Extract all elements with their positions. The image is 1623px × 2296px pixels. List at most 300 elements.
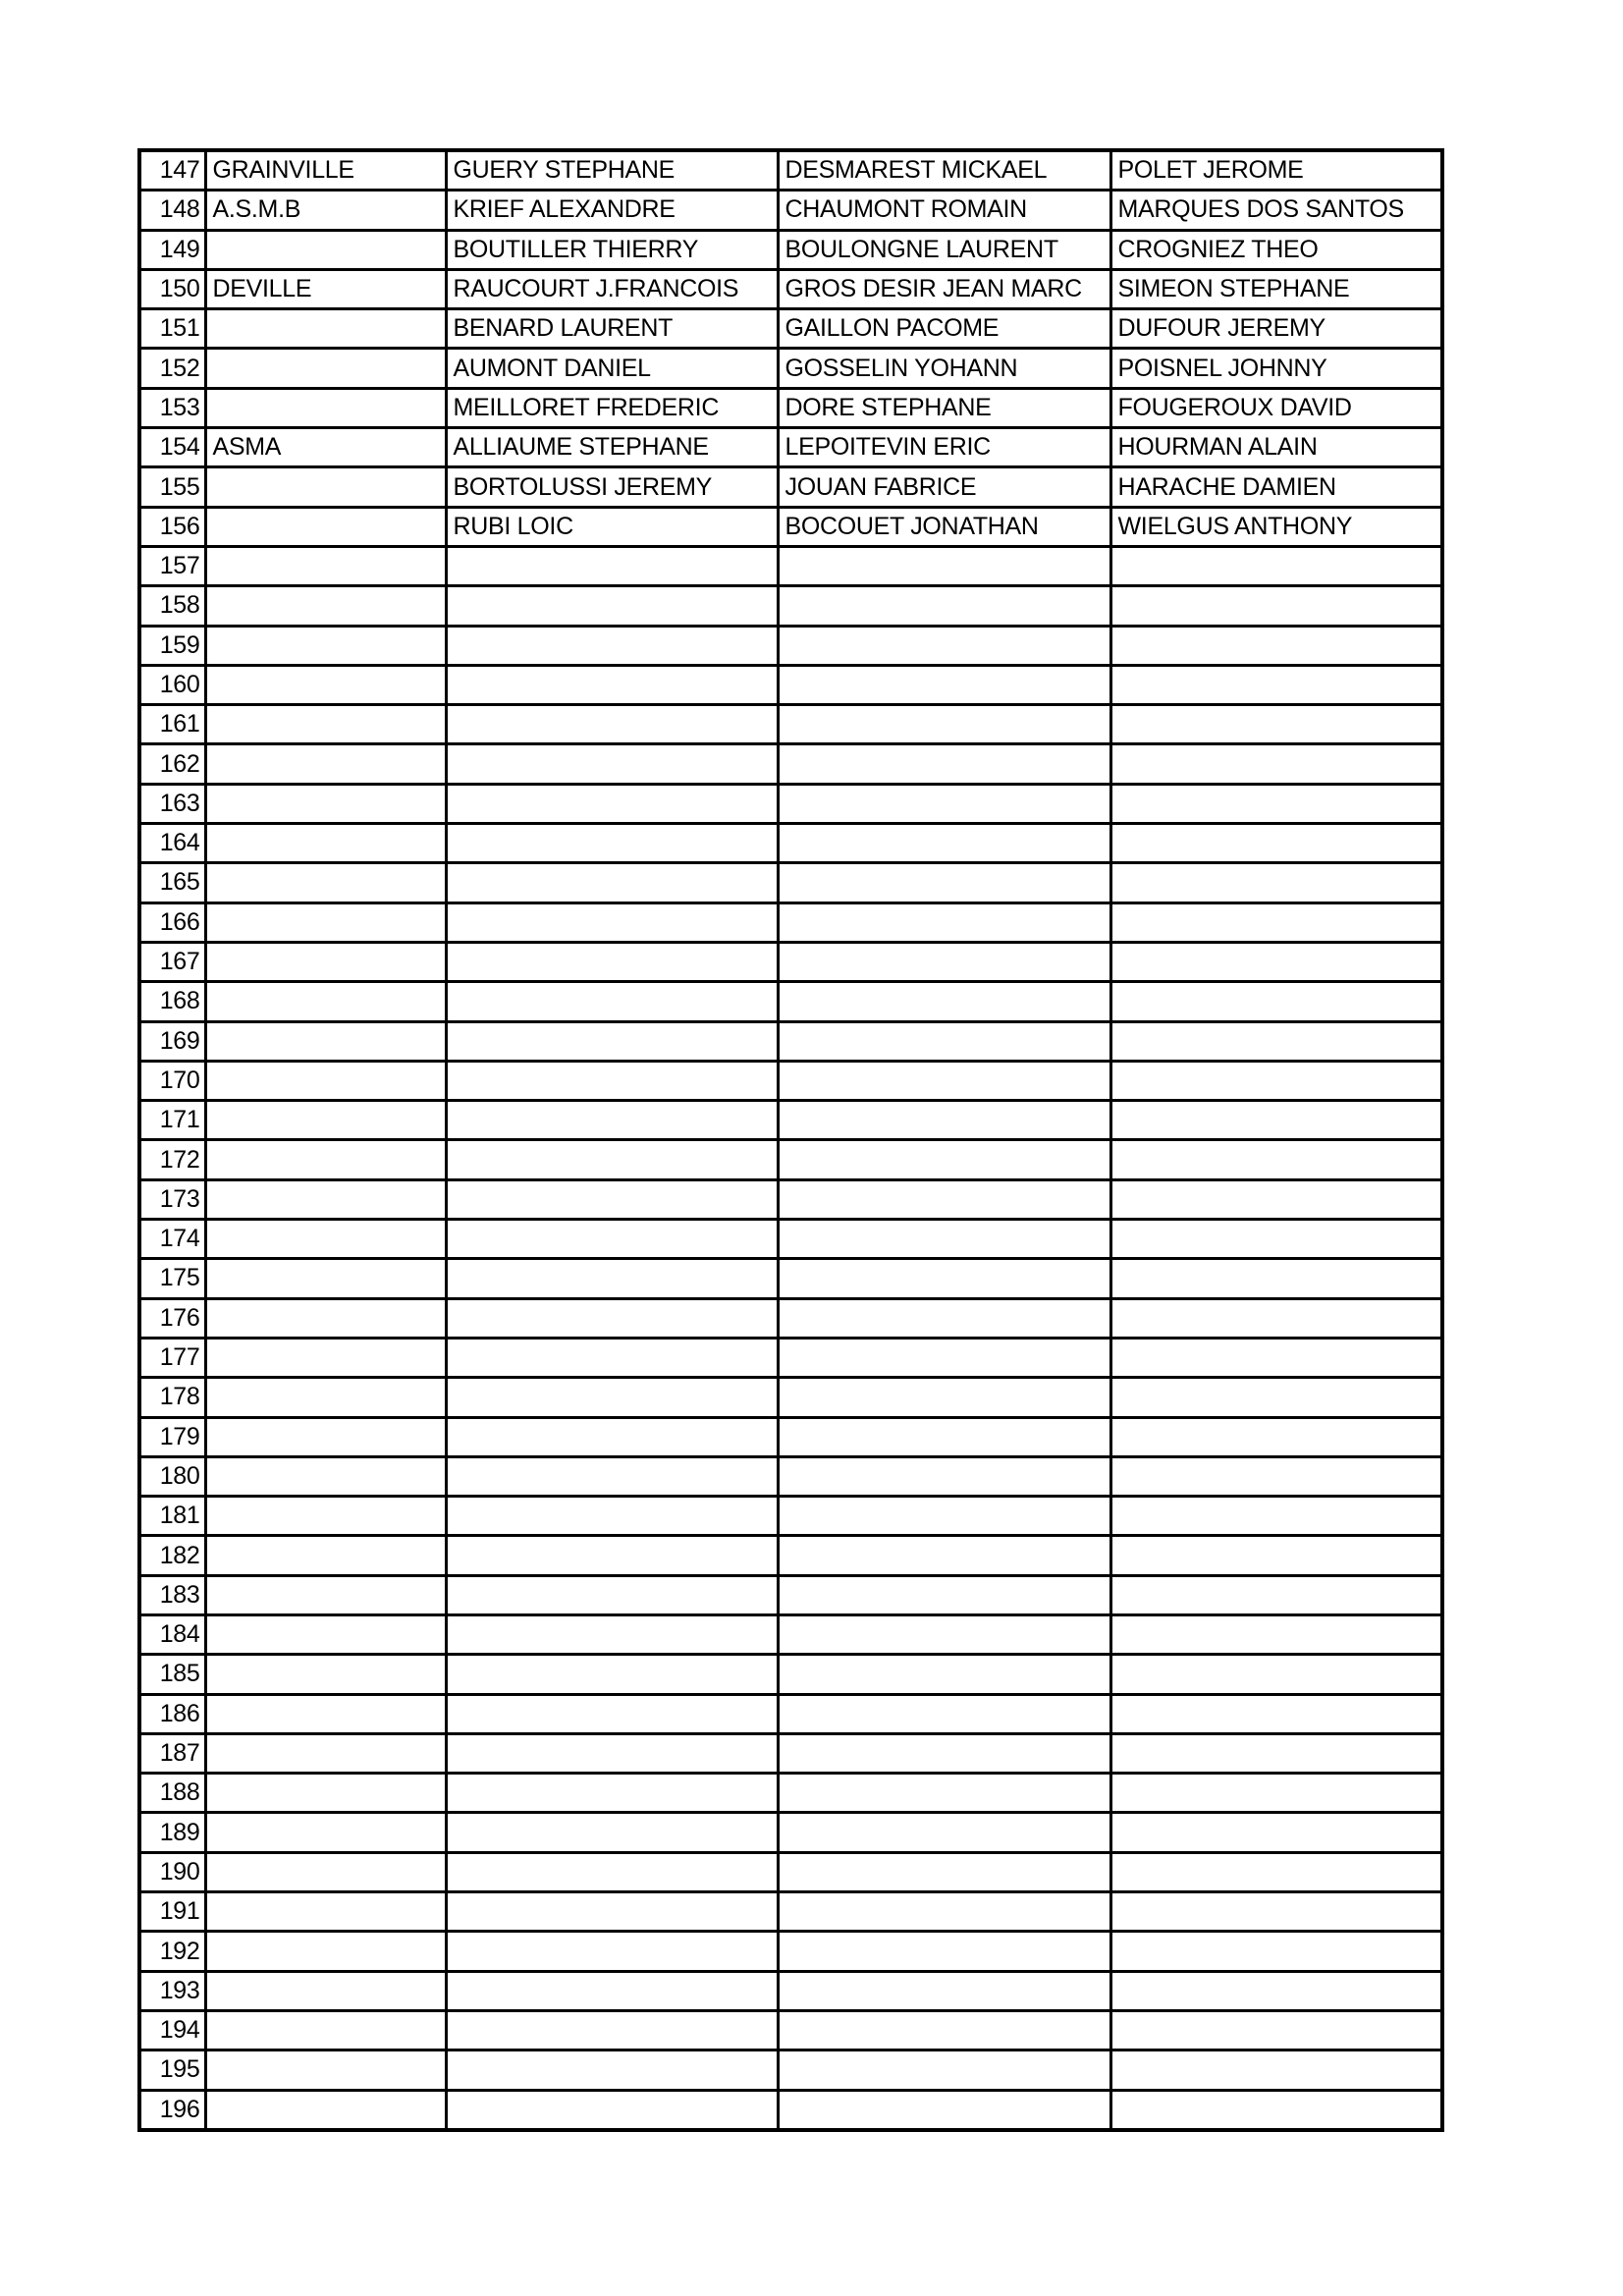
cell-player-2: DESMAREST MICKAEL: [778, 150, 1110, 191]
cell-club: [205, 665, 446, 704]
cell-player-2: BOCOUET JONATHAN: [778, 507, 1110, 546]
table-row: [139, 1655, 1442, 1694]
cell-club: [205, 1733, 446, 1773]
cell-club: DEVILLE: [205, 269, 446, 308]
cell-player-2: [778, 982, 1110, 1021]
cell-club: [205, 1021, 446, 1061]
table-row: [139, 784, 1442, 823]
cell-row-number: 164: [139, 824, 205, 863]
cell-player-2: [778, 863, 1110, 902]
cell-row-number: 165: [139, 863, 205, 902]
table-row: [139, 1774, 1442, 1813]
cell-club: [205, 1140, 446, 1179]
cell-club: [205, 1338, 446, 1377]
cell-player-3: [1110, 1733, 1442, 1773]
table-row: [139, 1259, 1442, 1298]
cell-club: A.S.M.B: [205, 191, 446, 230]
table-row: [139, 1021, 1442, 1061]
cell-player-2: [778, 1575, 1110, 1614]
cell-player-1: KRIEF ALEXANDRE: [446, 191, 778, 230]
cell-row-number: 148: [139, 191, 205, 230]
cell-player-3: [1110, 1179, 1442, 1219]
table-row: [139, 1852, 1442, 1891]
table-row: [139, 982, 1442, 1021]
cell-row-number: 181: [139, 1497, 205, 1536]
cell-player-3: [1110, 902, 1442, 942]
cell-player-3: [1110, 1694, 1442, 1733]
cell-row-number: 152: [139, 349, 205, 388]
cell-club: [205, 1298, 446, 1338]
cell-player-3: [1110, 744, 1442, 784]
cell-row-number: 192: [139, 1932, 205, 1971]
cell-row-number: 187: [139, 1733, 205, 1773]
table-row: [139, 546, 1442, 585]
cell-player-1: [446, 1021, 778, 1061]
cell-player-3: [1110, 824, 1442, 863]
cell-row-number: 158: [139, 586, 205, 626]
cell-player-2: [778, 705, 1110, 744]
cell-player-2: [778, 824, 1110, 863]
cell-player-3: [1110, 1536, 1442, 1575]
cell-player-1: ALLIAUME STEPHANE: [446, 428, 778, 467]
cell-row-number: 185: [139, 1655, 205, 1694]
table-row: [139, 665, 1442, 704]
table-row: [139, 863, 1442, 902]
cell-player-3: HARACHE DAMIEN: [1110, 467, 1442, 507]
cell-player-3: [1110, 665, 1442, 704]
table-row: [139, 1614, 1442, 1654]
cell-player-2: [778, 1456, 1110, 1496]
cell-row-number: 194: [139, 2010, 205, 2050]
cell-player-3: [1110, 2090, 1442, 2130]
cell-club: [205, 863, 446, 902]
table-row: [139, 1694, 1442, 1733]
table-row: [139, 1298, 1442, 1338]
cell-club: [205, 1220, 446, 1259]
cell-player-2: [778, 1378, 1110, 1417]
cell-row-number: 155: [139, 467, 205, 507]
cell-player-3: WIELGUS ANTHONY: [1110, 507, 1442, 546]
cell-row-number: 147: [139, 150, 205, 191]
cell-player-1: [446, 1852, 778, 1891]
cell-player-3: [1110, 705, 1442, 744]
cell-player-2: [778, 1892, 1110, 1932]
cell-player-1: [446, 982, 778, 1021]
cell-player-1: [446, 1220, 778, 1259]
cell-player-3: [1110, 982, 1442, 1021]
cell-club: [205, 546, 446, 585]
cell-player-2: CHAUMONT ROMAIN: [778, 191, 1110, 230]
table-row: [139, 191, 1442, 230]
cell-player-2: DORE STEPHANE: [778, 388, 1110, 427]
cell-row-number: 171: [139, 1101, 205, 1140]
cell-player-3: [1110, 1971, 1442, 2010]
table-row: [139, 1140, 1442, 1179]
cell-player-2: GAILLON PACOME: [778, 309, 1110, 349]
table-row: [139, 1378, 1442, 1417]
cell-player-2: [778, 1021, 1110, 1061]
cell-player-3: [1110, 1813, 1442, 1852]
cell-player-1: [446, 1694, 778, 1733]
table-row: [139, 2050, 1442, 2090]
cell-player-2: [778, 1932, 1110, 1971]
table-row: [139, 1536, 1442, 1575]
cell-club: [205, 1061, 446, 1100]
table-row: [139, 467, 1442, 507]
cell-row-number: 166: [139, 902, 205, 942]
cell-row-number: 175: [139, 1259, 205, 1298]
cell-player-2: [778, 1417, 1110, 1456]
table-row: [139, 1932, 1442, 1971]
cell-row-number: 168: [139, 982, 205, 1021]
cell-player-1: [446, 1614, 778, 1654]
cell-player-3: [1110, 1378, 1442, 1417]
table-row: [139, 902, 1442, 942]
cell-player-1: [446, 1971, 778, 2010]
table-row: [139, 2090, 1442, 2130]
table-row: [139, 388, 1442, 427]
table-row: [139, 2010, 1442, 2050]
cell-player-2: [778, 1220, 1110, 1259]
cell-club: [205, 1101, 446, 1140]
cell-row-number: 170: [139, 1061, 205, 1100]
cell-club: [205, 1813, 446, 1852]
cell-player-3: [1110, 1497, 1442, 1536]
cell-club: [205, 467, 446, 507]
cell-player-2: [778, 586, 1110, 626]
cell-row-number: 196: [139, 2090, 205, 2130]
cell-player-1: GUERY STEPHANE: [446, 150, 778, 191]
cell-club: [205, 784, 446, 823]
cell-player-3: [1110, 1655, 1442, 1694]
cell-player-2: [778, 1536, 1110, 1575]
cell-player-1: [446, 705, 778, 744]
cell-club: [205, 1614, 446, 1654]
cell-row-number: 160: [139, 665, 205, 704]
cell-player-1: [446, 1892, 778, 1932]
cell-player-2: [778, 744, 1110, 784]
cell-row-number: 159: [139, 626, 205, 665]
cell-player-2: [778, 1614, 1110, 1654]
cell-player-3: [1110, 1417, 1442, 1456]
cell-player-3: [1110, 1932, 1442, 1971]
roster-table: [137, 148, 1444, 2132]
cell-player-1: BOUTILLER THIERRY: [446, 230, 778, 269]
cell-club: [205, 1497, 446, 1536]
cell-player-1: [446, 1259, 778, 1298]
cell-player-2: [778, 1140, 1110, 1179]
cell-player-2: [778, 626, 1110, 665]
cell-player-1: [446, 1101, 778, 1140]
cell-row-number: 195: [139, 2050, 205, 2090]
cell-club: [205, 1852, 446, 1891]
cell-player-1: RUBI LOIC: [446, 507, 778, 546]
table-row: [139, 349, 1442, 388]
cell-player-2: [778, 902, 1110, 942]
cell-player-3: [1110, 1774, 1442, 1813]
table-row: [139, 744, 1442, 784]
cell-player-1: [446, 942, 778, 981]
cell-row-number: 178: [139, 1378, 205, 1417]
table-row: [139, 1497, 1442, 1536]
cell-player-3: [1110, 942, 1442, 981]
cell-row-number: 176: [139, 1298, 205, 1338]
cell-player-3: POLET JEROME: [1110, 150, 1442, 191]
cell-player-2: JOUAN FABRICE: [778, 467, 1110, 507]
cell-player-1: [446, 546, 778, 585]
cell-player-1: [446, 902, 778, 942]
table-row: [139, 586, 1442, 626]
cell-player-3: [1110, 863, 1442, 902]
cell-row-number: 156: [139, 507, 205, 546]
cell-player-1: [446, 586, 778, 626]
cell-player-1: MEILLORET FREDERIC: [446, 388, 778, 427]
table-row: [139, 1220, 1442, 1259]
cell-row-number: 193: [139, 1971, 205, 2010]
cell-club: [205, 824, 446, 863]
cell-player-3: [1110, 1852, 1442, 1891]
cell-player-2: [778, 1733, 1110, 1773]
table-row: [139, 1575, 1442, 1614]
cell-player-1: [446, 1298, 778, 1338]
table-row: [139, 942, 1442, 981]
cell-player-1: [446, 744, 778, 784]
cell-player-2: LEPOITEVIN ERIC: [778, 428, 1110, 467]
cell-club: [205, 1774, 446, 1813]
cell-row-number: 157: [139, 546, 205, 585]
cell-club: [205, 2010, 446, 2050]
cell-row-number: 191: [139, 1892, 205, 1932]
cell-club: [205, 942, 446, 981]
table-row: [139, 1813, 1442, 1852]
table-row: [139, 269, 1442, 308]
table-row: [139, 1733, 1442, 1773]
cell-player-2: [778, 2050, 1110, 2090]
cell-club: ASMA: [205, 428, 446, 467]
cell-player-3: [1110, 1220, 1442, 1259]
cell-player-3: [1110, 784, 1442, 823]
table-row: [139, 150, 1442, 191]
cell-player-1: [446, 1338, 778, 1377]
cell-player-1: [446, 1733, 778, 1773]
table-row: [139, 230, 1442, 269]
cell-row-number: 173: [139, 1179, 205, 1219]
cell-player-3: [1110, 1614, 1442, 1654]
cell-player-2: [778, 1852, 1110, 1891]
cell-club: [205, 744, 446, 784]
cell-row-number: 179: [139, 1417, 205, 1456]
cell-player-3: [1110, 586, 1442, 626]
cell-player-3: POISNEL JOHNNY: [1110, 349, 1442, 388]
cell-player-2: [778, 665, 1110, 704]
table-row: [139, 1101, 1442, 1140]
cell-club: [205, 309, 446, 349]
cell-player-3: [1110, 1021, 1442, 1061]
table-row: [139, 824, 1442, 863]
cell-row-number: 180: [139, 1456, 205, 1496]
cell-row-number: 183: [139, 1575, 205, 1614]
cell-row-number: 151: [139, 309, 205, 349]
cell-player-3: [1110, 1575, 1442, 1614]
cell-player-2: [778, 1971, 1110, 2010]
cell-club: [205, 1971, 446, 2010]
cell-player-1: [446, 2010, 778, 2050]
cell-player-3: HOURMAN ALAIN: [1110, 428, 1442, 467]
cell-player-2: [778, 1655, 1110, 1694]
cell-player-3: [1110, 1456, 1442, 1496]
cell-club: [205, 1694, 446, 1733]
cell-row-number: 162: [139, 744, 205, 784]
cell-player-1: BENARD LAURENT: [446, 309, 778, 349]
table-row: [139, 1338, 1442, 1377]
cell-player-2: [778, 942, 1110, 981]
cell-club: [205, 586, 446, 626]
cell-player-1: [446, 1655, 778, 1694]
cell-player-3: [1110, 2050, 1442, 2090]
cell-club: GRAINVILLE: [205, 150, 446, 191]
cell-row-number: 150: [139, 269, 205, 308]
cell-player-2: [778, 1179, 1110, 1219]
cell-player-2: GOSSELIN YOHANN: [778, 349, 1110, 388]
cell-club: [205, 1536, 446, 1575]
cell-player-3: [1110, 1101, 1442, 1140]
table-row: [139, 1892, 1442, 1932]
cell-club: [205, 626, 446, 665]
cell-club: [205, 982, 446, 1021]
cell-player-1: [446, 863, 778, 902]
cell-player-2: [778, 1774, 1110, 1813]
cell-player-2: [778, 1061, 1110, 1100]
cell-player-1: [446, 1932, 778, 1971]
cell-club: [205, 705, 446, 744]
table-row: [139, 1179, 1442, 1219]
cell-player-3: [1110, 1061, 1442, 1100]
cell-player-3: [1110, 1892, 1442, 1932]
cell-player-3: [1110, 546, 1442, 585]
cell-player-1: [446, 626, 778, 665]
table-row: [139, 309, 1442, 349]
cell-row-number: 154: [139, 428, 205, 467]
cell-club: [205, 1892, 446, 1932]
cell-player-1: [446, 784, 778, 823]
table-row: [139, 705, 1442, 744]
cell-club: [205, 1259, 446, 1298]
cell-club: [205, 1417, 446, 1456]
cell-player-3: [1110, 1259, 1442, 1298]
cell-club: [205, 1378, 446, 1417]
cell-player-1: [446, 1417, 778, 1456]
cell-player-1: [446, 665, 778, 704]
cell-club: [205, 230, 446, 269]
table-row: [139, 1061, 1442, 1100]
cell-player-2: [778, 784, 1110, 823]
cell-row-number: 161: [139, 705, 205, 744]
cell-club: [205, 1655, 446, 1694]
cell-row-number: 184: [139, 1614, 205, 1654]
cell-player-2: [778, 1338, 1110, 1377]
cell-player-1: [446, 1575, 778, 1614]
cell-player-2: [778, 1259, 1110, 1298]
cell-club: [205, 349, 446, 388]
cell-player-3: SIMEON STEPHANE: [1110, 269, 1442, 308]
cell-row-number: 186: [139, 1694, 205, 1733]
cell-row-number: 169: [139, 1021, 205, 1061]
cell-player-3: [1110, 1298, 1442, 1338]
cell-club: [205, 1932, 446, 1971]
cell-player-2: [778, 1298, 1110, 1338]
cell-player-1: [446, 1456, 778, 1496]
cell-row-number: 177: [139, 1338, 205, 1377]
table-row: [139, 1417, 1442, 1456]
cell-player-1: BORTOLUSSI JEREMY: [446, 467, 778, 507]
cell-row-number: 149: [139, 230, 205, 269]
cell-row-number: 172: [139, 1140, 205, 1179]
cell-row-number: 174: [139, 1220, 205, 1259]
cell-player-3: [1110, 1140, 1442, 1179]
cell-club: [205, 2090, 446, 2130]
cell-player-1: [446, 1536, 778, 1575]
cell-club: [205, 1179, 446, 1219]
cell-player-3: CROGNIEZ THEO: [1110, 230, 1442, 269]
cell-player-3: [1110, 2010, 1442, 2050]
cell-club: [205, 388, 446, 427]
table-row: [139, 428, 1442, 467]
table-row: [139, 626, 1442, 665]
cell-player-2: [778, 1813, 1110, 1852]
table-row: [139, 507, 1442, 546]
cell-row-number: 188: [139, 1774, 205, 1813]
cell-player-1: [446, 2090, 778, 2130]
cell-row-number: 167: [139, 942, 205, 981]
cell-player-1: AUMONT DANIEL: [446, 349, 778, 388]
cell-player-1: [446, 1061, 778, 1100]
cell-player-1: [446, 2050, 778, 2090]
cell-player-2: [778, 2090, 1110, 2130]
cell-row-number: 163: [139, 784, 205, 823]
cell-player-1: [446, 1813, 778, 1852]
cell-player-1: [446, 1378, 778, 1417]
cell-row-number: 189: [139, 1813, 205, 1852]
cell-player-3: DUFOUR JEREMY: [1110, 309, 1442, 349]
cell-player-3: FOUGEROUX DAVID: [1110, 388, 1442, 427]
cell-row-number: 153: [139, 388, 205, 427]
cell-player-1: RAUCOURT J.FRANCOIS: [446, 269, 778, 308]
cell-player-2: [778, 1101, 1110, 1140]
cell-club: [205, 1575, 446, 1614]
cell-player-3: [1110, 626, 1442, 665]
cell-player-1: [446, 1497, 778, 1536]
table-row: [139, 1971, 1442, 2010]
cell-player-2: [778, 546, 1110, 585]
cell-club: [205, 2050, 446, 2090]
cell-club: [205, 902, 446, 942]
cell-player-3: [1110, 1338, 1442, 1377]
cell-player-3: MARQUES DOS SANTOS: [1110, 191, 1442, 230]
cell-club: [205, 507, 446, 546]
cell-player-2: [778, 1497, 1110, 1536]
cell-row-number: 182: [139, 1536, 205, 1575]
cell-player-2: [778, 1694, 1110, 1733]
cell-player-1: [446, 1774, 778, 1813]
cell-player-2: [778, 2010, 1110, 2050]
cell-player-1: [446, 824, 778, 863]
cell-club: [205, 1456, 446, 1496]
cell-row-number: 190: [139, 1852, 205, 1891]
cell-player-1: [446, 1140, 778, 1179]
cell-player-2: BOULONGNE LAURENT: [778, 230, 1110, 269]
roster-table-body: [139, 150, 1442, 2130]
table-row: [139, 1456, 1442, 1496]
